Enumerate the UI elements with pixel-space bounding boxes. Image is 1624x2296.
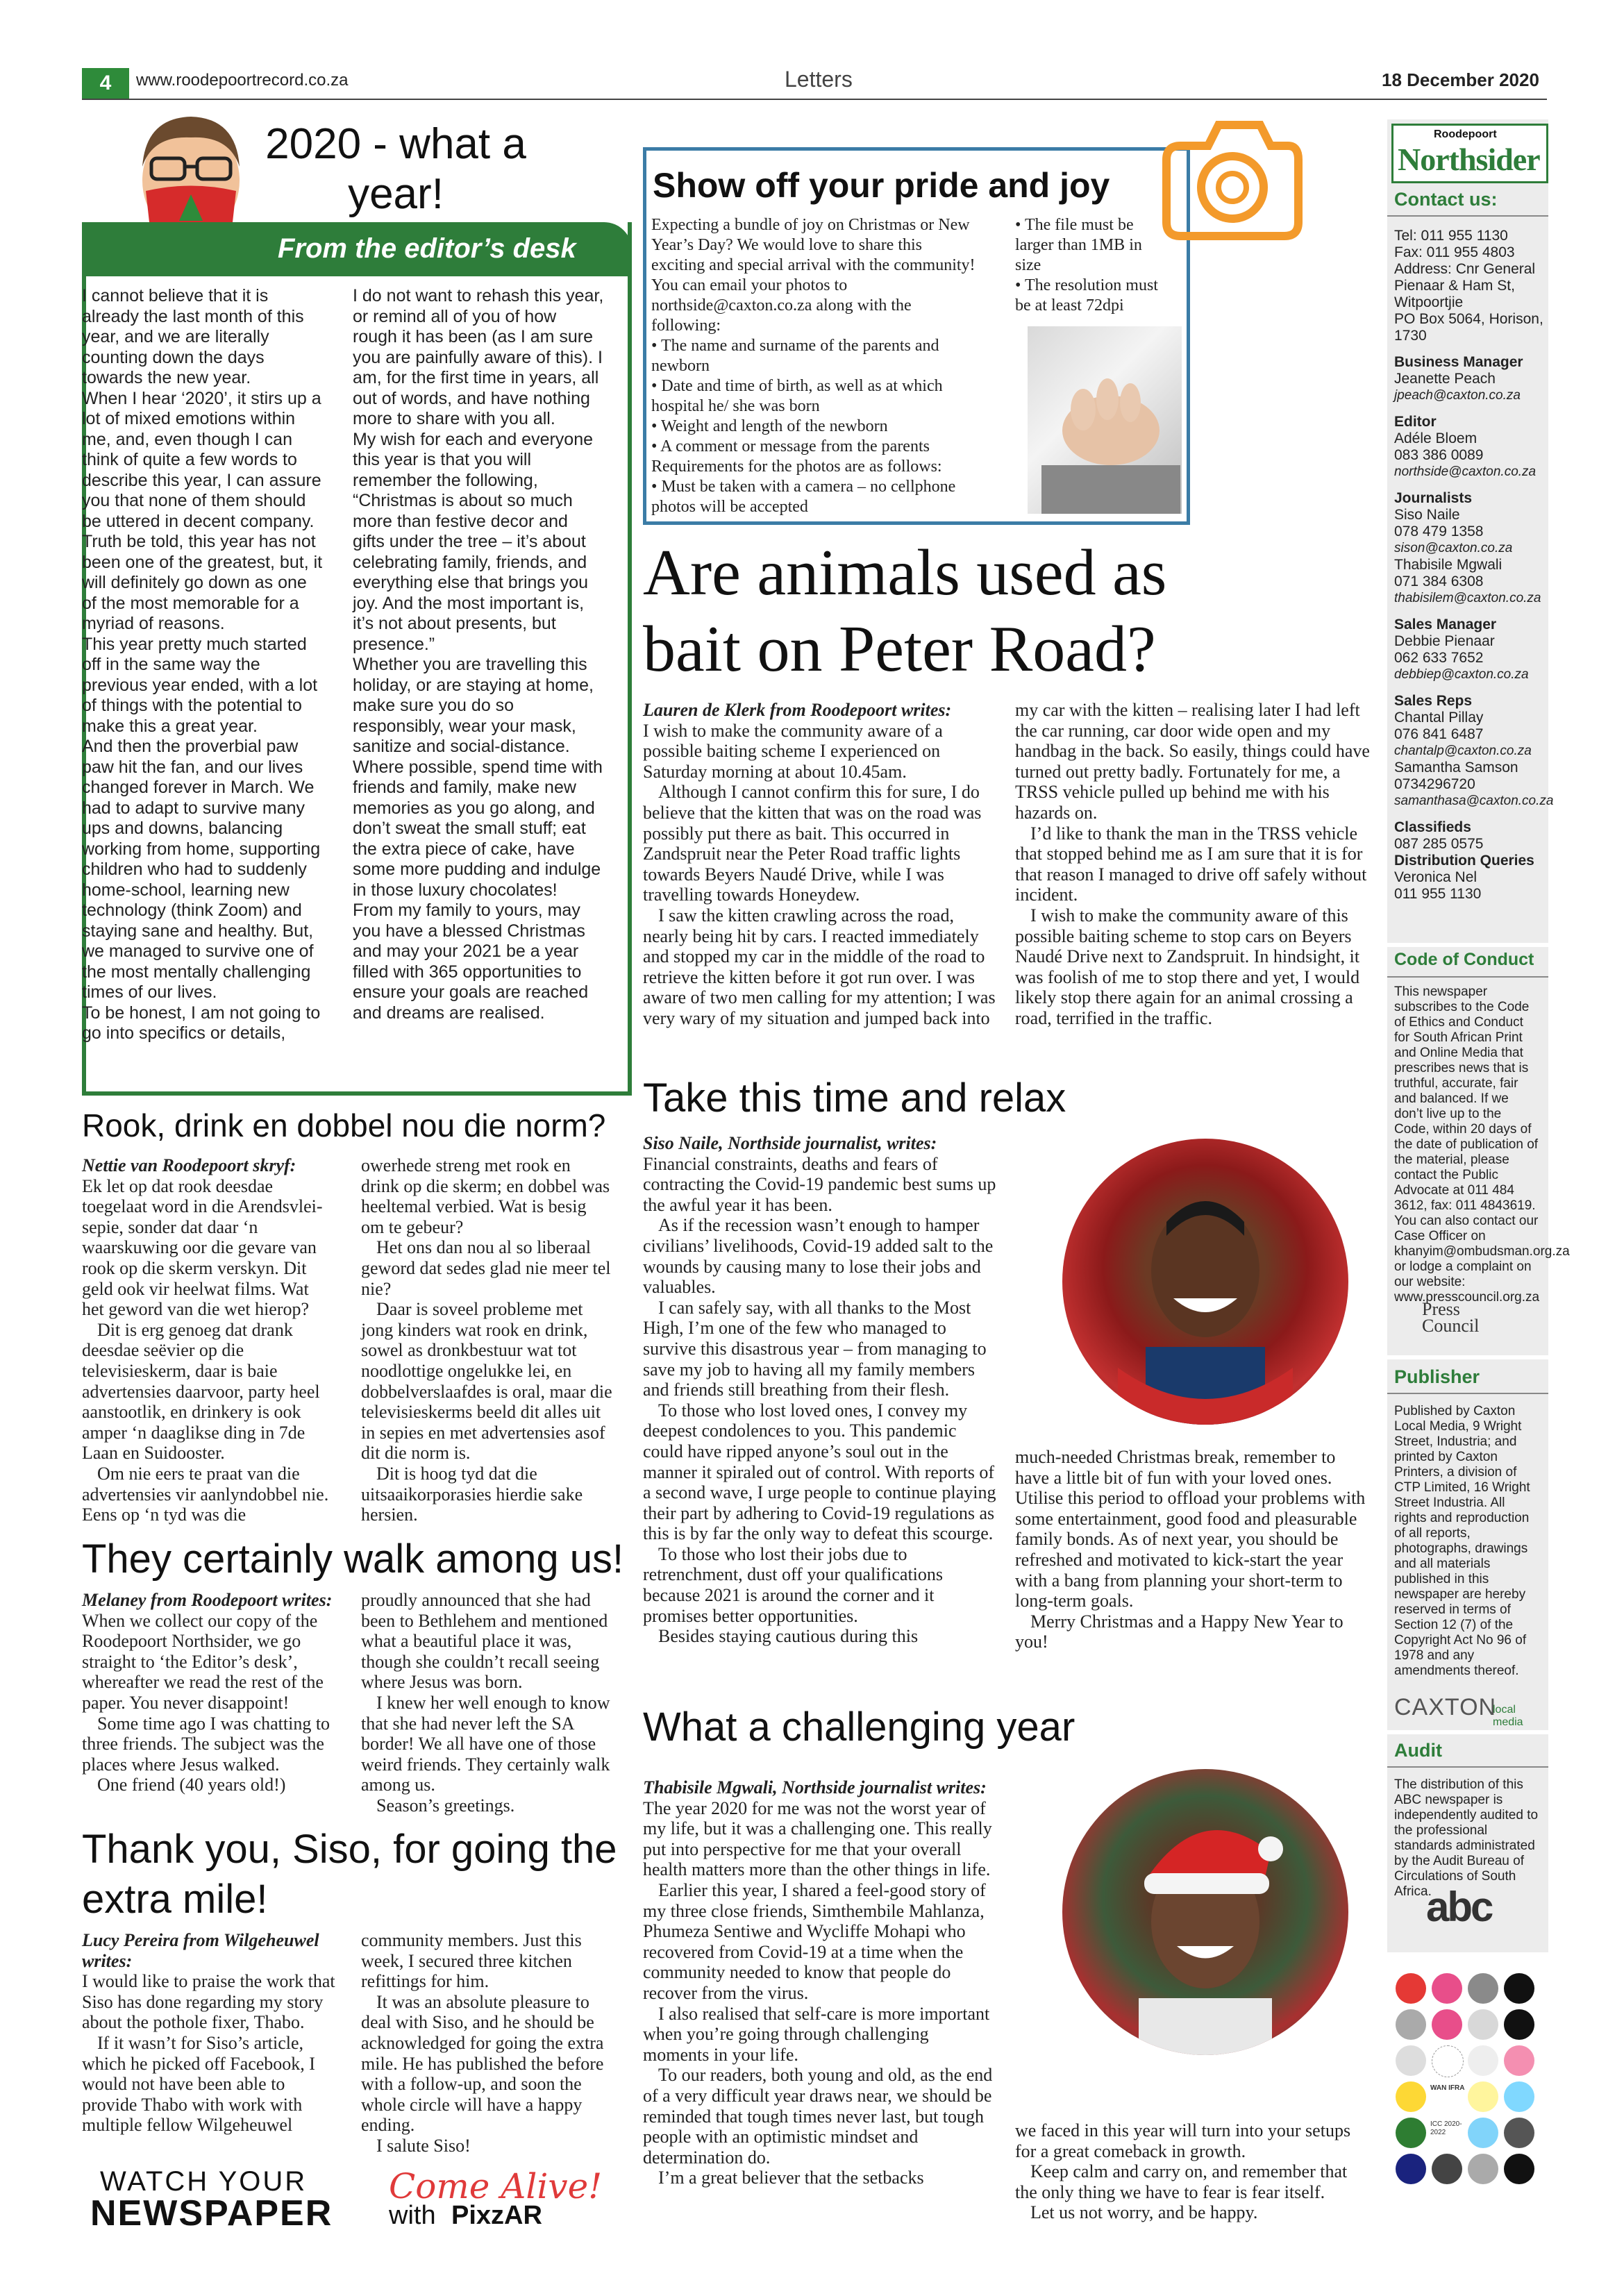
camera-icon — [1153, 104, 1305, 243]
logo-big-text: Northsider — [1398, 142, 1540, 177]
staff-line: 078 479 1358 — [1394, 523, 1484, 539]
rook-byline: Nettie van Roodepoort skryf: — [82, 1155, 296, 1175]
sidebar-gap — [1387, 943, 1548, 947]
contact-block — [1394, 228, 1554, 903]
relax-para: I can safely say, with all thanks to the Most High, I’m one of the few who managed to survive this disastrous year – from managing to save my job to having all my family members and friends still breathing from their flesh. — [643, 1297, 987, 1400]
animals-column-1 — [643, 700, 998, 1029]
relax-para: much-needed Christmas break, remember to have a little bit of fun with your loved ones. Utilise this period to offload your problems with some entertainment, good food and pleasurable family bonds. As of next year, you should be refreshed and motivated to kick-start the year with a bang from planning your short-term to long-term goals. — [1015, 1447, 1366, 1611]
staff-line: 0734296720 — [1394, 776, 1475, 792]
challenge-para: I’m a great believer that the setbacks — [658, 2168, 924, 2188]
baby-photo — [1028, 326, 1182, 514]
contact-line: Address: Cnr General Pienaar & Ham St, Witpoortjie — [1394, 261, 1536, 310]
editor-para: When I hear ‘2020’, it stirs up a lot of mixed emotions within me, and, even though I can think of quite a few words to describe this year, I can assure you that none of them should be uttered in decent company. Truth be told, this year has not been one of the greatest, but, it will definitely go down as one of the most memorable for a myriad of reasons. — [82, 388, 323, 633]
swatch — [1504, 2009, 1534, 2040]
code-head: Code of Conduct — [1394, 950, 1534, 969]
walk-para: Some time ago I was chatting to three friends. The subject was the places where Jesus walked. — [82, 1713, 330, 1775]
watch-with: with — [389, 2201, 436, 2230]
staff-email[interactable]: samanthasa@caxton.co.za — [1394, 794, 1554, 808]
color-registration-bar — [1387, 1973, 1548, 2202]
staff-line: 083 386 0089 — [1394, 447, 1484, 463]
staff-line: 062 633 7652 — [1394, 650, 1484, 666]
pride-para: Expecting a bundle of joy on Christmas or New Year’s Day? We would love to share this exciting and special arrival with the community! — [651, 216, 976, 274]
staff-line: Siso Naile — [1394, 507, 1460, 523]
staff-line: Debbie Pienaar — [1394, 633, 1495, 649]
staff-role: Sales Reps — [1394, 693, 1473, 709]
animals-headline: Are animals used as bait on Peter Road? — [643, 537, 1167, 685]
walk-column-1 — [82, 1590, 339, 1795]
animals-para: I wish to make the community aware of this possible baiting scheme to stop cars on Beyers Naudé Drive next to Zandspruit. In hindsight, it was foolish of me to stop there and yet, I would likely stop there again for an animal crossing a road, terrified in the traffic. — [1015, 905, 1360, 1028]
audit-rule — [1387, 1766, 1548, 1768]
northsider-logo — [1391, 124, 1548, 183]
challenge-column-2 — [1015, 2120, 1371, 2223]
icc-label: ICC 2020-2022 — [1430, 2120, 1462, 2136]
rook-column-2 — [361, 1155, 612, 1525]
logo-small-text: Roodepoort — [1434, 128, 1497, 140]
swatch — [1504, 2118, 1534, 2148]
contact-line: Tel: 011 955 1130 — [1394, 228, 1508, 244]
editor-para: Whether you are travelling this holiday, or are staying at home, make sure you do so responsibly, wear your mask, sanitize and social-distance. Where possible, spend time with friends and family, make new memories as you go along, and don’t sweat the small stuff; eat the extra piece of cake, have some more pudding and indulge in those luxury chocolates! — [353, 655, 603, 900]
swatch — [1432, 2009, 1462, 2040]
watch-line1: WATCH YOUR — [100, 2166, 308, 2197]
editor-para: I do not want to rehash this year, or remind all of you of how rough it has been (as I am sure you are painfully aware of this). I am, for the first time in years, all out of words, and have nothing more to share with you all. — [353, 286, 604, 428]
relax-para: As if the recession wasn’t enough to hamper civilians’ livelihoods, Covid-19 added salt to the wounds by causing many to lose their jobs and valuables. — [643, 1215, 994, 1298]
sidebar — [1387, 119, 1570, 2202]
staff-role: Journalists — [1394, 490, 1473, 506]
sidebar-gap — [1387, 1355, 1548, 1359]
staff-line: Thabisile Mgwali — [1394, 557, 1502, 573]
swatch — [1396, 2045, 1426, 2076]
relax-para: Financial constraints, deaths and fears of contracting the Covid-19 pandemic best sums up the awful year it has been. — [643, 1153, 996, 1215]
rook-para: Dit is erg genoeg dat drank deesdae seëvier op die televisieskerm, daar is baie advertensies daarvoor, party heel aanstootlik, en drinkery is ook amper ‘n daaglikse ding in 7de Laan en Suidooster. — [82, 1319, 320, 1464]
pride-para: • The resolution must be at least 72dpi — [1015, 276, 1158, 315]
contact-line: PO Box 5064, Horison, 1730 — [1394, 311, 1543, 344]
swatch — [1468, 2118, 1498, 2148]
walk-column-2 — [361, 1590, 618, 1816]
website-url[interactable]: www.roodepoortrecord.co.za — [136, 71, 349, 90]
challenge-headline: What a challenging year — [643, 1704, 1075, 1750]
staff-email[interactable]: northside@caxton.co.za — [1394, 464, 1537, 479]
animals-column-2 — [1015, 700, 1371, 1029]
swatch — [1396, 2009, 1426, 2040]
staff-line: Samantha Samson — [1394, 760, 1518, 776]
staff-role: Sales Manager — [1394, 617, 1497, 632]
swatch — [1504, 2081, 1534, 2112]
thanks-para: If it wasn’t for Siso’s article, which he picked off Facebook, I would not have been able to provide Thabo with work with multiple fellow Wilgeheuwel — [82, 2032, 315, 2136]
editor-para: And then the proverbial paw paw hit the fan, and our lives changed forever in March. We had to adapt to survive many ups and downs, balancing working from home, supporting children who had to suddenly home-school, learning new technology (think Zoom) and staying sane and healthy. But, we managed to survive one of the most mentally challenging times of our lives. — [82, 737, 321, 1002]
swatch — [1396, 1973, 1426, 2004]
relax-para: Besides staying cautious during this — [658, 1626, 919, 1647]
staff-email[interactable]: debbiep@caxton.co.za — [1394, 667, 1529, 682]
audit-head: Audit — [1394, 1740, 1442, 1761]
pride-para: You can email your photos to northside@caxton.co.za along with the following: — [651, 276, 912, 335]
editor-bar-label: From the editor’s desk — [278, 233, 576, 264]
editor-title: 2020 - what a year! — [265, 120, 526, 218]
thanks-byline: Lucy Pereira from Wilgeheuwel writes: — [82, 1930, 319, 1971]
walk-para: proudly announced that she had been to Bethlehem and mentioned what a beautiful place it was, though she couldn’t recall seeing where Jesus was born. — [361, 1590, 608, 1693]
watch-brand: PixzAR — [451, 2201, 542, 2230]
abc-logo: abc — [1426, 1884, 1492, 1930]
page-number: 4 — [82, 68, 129, 99]
animals-para: Although I cannot confirm this for sure, I do believe that the kitten that was on the road was possibly put there as bait. This occurred in Zandspruit near the Peter Road traffic lights towards Beyers Naudé Drive, while I was travelling towards Honeydew. — [643, 782, 982, 905]
thanks-para: I salute Siso! — [376, 2135, 471, 2156]
watch-line2: NEWSPAPER — [90, 2193, 333, 2234]
person-icon — [1062, 1139, 1348, 1425]
classifieds-head: Classifieds — [1394, 819, 1471, 835]
code-rule — [1387, 976, 1548, 978]
walk-byline: Melaney from Roodepoort writes: — [82, 1590, 333, 1610]
contact-line: Fax: 011 955 4803 — [1394, 244, 1515, 260]
swatch — [1396, 2154, 1426, 2184]
editor-para: From my family to yours, may you have a blessed Christmas and may your 2021 be a year filled with 365 opportunities to ensure your goals are reached and dreams are realised. — [353, 900, 589, 1023]
caxton-logo: CAXTON — [1394, 1694, 1497, 1720]
publisher-text: Published by Caxton Local Media, 9 Wright Street, Industria; and printed by Caxton Printers, a division of CTP Limited, 16 Wright Street Industria. All rights and reproduction of all reports, photographs, drawings and all materials published in this newspaper are hereby reserved in terms of Section 12 (7) of the Copyright Act No 96 of 1978 and any amendments thereof. — [1394, 1404, 1530, 1678]
relax-para: Merry Christmas and a Happy New Year to you! — [1015, 1611, 1343, 1652]
swatch — [1504, 2045, 1534, 2076]
walk-para: When we collect our copy of the Roodepoort Northsider, we go straight to ‘the Editor’s desk’, whereafter we read the rest of the paper. You never disappoint! — [82, 1610, 324, 1713]
staff-email[interactable]: chantalp@caxton.co.za — [1394, 744, 1532, 758]
swatch — [1396, 2118, 1426, 2148]
sidebar-gap — [1387, 1730, 1548, 1734]
pride-title: Show off your pride and joy — [653, 166, 1110, 205]
distribution-line: 011 955 1130 — [1394, 886, 1482, 902]
pride-para: • The name and surname of the parents and newborn — [651, 337, 939, 375]
challenge-para: I also realised that self-care is more important when you’re going through challenging moments in your life. — [643, 2003, 990, 2065]
section-title: Letters — [785, 67, 853, 92]
swatch — [1432, 1973, 1462, 2004]
relax-para: To those who lost loved ones, I convey my deepest condolences to you. This pandemic could have ripped anyone’s soul out in the manner it spiraled out of control. With reports of a second wave, I urge people to continue playing their part by adhering to Covid-19 regulations as this is by far the only way to defeat this scourge. — [643, 1400, 996, 1544]
pride-para: Requirements for the photos are as follows: — [651, 458, 942, 476]
relax-byline: Siso Naile, Northside journalist, writes: — [643, 1133, 937, 1153]
animals-para: I wish to make the community aware of a possible baiting scheme I experienced on Saturday morning at about 10.45am. — [643, 720, 943, 782]
relax-para: To those who lost their jobs due to retrenchment, dust off your qualifications because 2021 is around the corner and it promises better opportunities. — [643, 1543, 944, 1626]
caxton-sub: local media — [1493, 1704, 1523, 1728]
relax-column-2 — [1015, 1447, 1371, 1652]
rook-column-1 — [82, 1155, 333, 1525]
challenge-para: The year 2020 for me was not the worst year of my life, but it was a challenging one. This really put into perspective for me that your overall health matters more than the other things in life. — [643, 1798, 992, 1880]
watch-script: Come Alive! — [389, 2166, 603, 2206]
rook-headline: Rook, drink en dobbel nou die norm? — [82, 1107, 606, 1143]
editor-para: I cannot believe that it is already the last month of this year, and we are literally counting down the days towards the new year. — [82, 286, 304, 387]
animals-byline: Lauren de Klerk from Roodepoort writes: — [643, 700, 952, 720]
swatch — [1432, 2045, 1464, 2077]
swatch — [1504, 2154, 1534, 2184]
rook-para: Om nie eers te praat van die advertensies vir aanlyndobbel nie. Eens op ‘n tyd was die — [82, 1463, 329, 1525]
distribution-head: Distribution Queries — [1394, 853, 1534, 869]
swatch — [1468, 2045, 1498, 2076]
contact-rule — [1387, 215, 1548, 217]
publisher-head: Publisher — [1394, 1366, 1480, 1387]
staff-email[interactable]: jpeach@caxton.co.za — [1394, 388, 1521, 403]
classifieds-number: 087 285 0575 — [1394, 836, 1484, 852]
challenge-para: To our readers, both young and old, as the end of a very difficult year draws near, we should be reminded that tough times never last, but tough people with an optimistic mindset and determination do. — [643, 2065, 993, 2168]
challenge-column-1 — [643, 1777, 998, 2188]
code-text: This newspaper subscribes to the Code of Ethics and Conduct for South African Print and Online Media that prescribes news that is truthful, accurate, fair and balanced. If we don’t live up to the Code, within 20 days of the date of publication of the material, please contact the Public Advocate at 011 484 3612, fax: 011 4843619. You can also contact our Case Officer on khanyim@ombudsman.org.za or lodge a complaint on our website: www.presscouncil.org.za — [1394, 984, 1570, 1305]
staff-email[interactable]: sison@caxton.co.za — [1394, 541, 1513, 555]
header-rule — [82, 99, 1547, 100]
relax-column-1 — [643, 1133, 998, 1647]
thanks-headline: Thank you, Siso, for going the extra mile! — [82, 1827, 617, 1922]
walk-para: I knew her well enough to know that she had never left the SA border! We all have one of those weird friends. They certainly walk among us. — [361, 1692, 610, 1795]
publisher-rule — [1387, 1393, 1548, 1394]
pride-column-2 — [1015, 215, 1168, 316]
challenge-byline: Thabisile Mgwali, Northside journalist writes: — [643, 1777, 987, 1798]
animals-para: I’d like to thank the man in the TRSS vehicle that stopped behind me as I am sure that it is for that reason I managed to drive off safely without incident. — [1015, 823, 1367, 905]
swatch — [1468, 1973, 1498, 2004]
baby-hand-icon — [1028, 326, 1182, 514]
audit-text: The distribution of this ABC newspaper is independently audited to the professional standards administrated by the Audit Bureau of Circulations of South Africa. — [1394, 1777, 1539, 1899]
pride-column-1 — [651, 215, 978, 517]
rook-para: Het ons dan nou al so liberaal geword dat sedes glad nie meer tel nie? — [361, 1237, 611, 1299]
swatch — [1468, 2009, 1498, 2040]
swatch — [1504, 1973, 1534, 2004]
press-council-logo: Press Council — [1422, 1299, 1480, 1336]
walk-headline: They certainly walk among us! — [82, 1536, 624, 1582]
editor-para: My wish for each and everyone this year is that you will remember the following, “Christmas is about so much more than festive decor and gifts under the tree – it’s about celebrating family, friends, and everything else that brings you joy. And the most important is, it’s not about presents, but presence.” — [353, 429, 594, 654]
staff-role: Editor — [1394, 414, 1437, 430]
animals-para: my car with the kitten – realising later I had left the car running, car door wide open and my handbag in the back. So easily, things could have turned out pretty badly. Fortunately for me, a TRSS vehicle pulled up behind me with his hazards on. — [1015, 700, 1370, 823]
santa-hat-person-icon — [1062, 1769, 1348, 2055]
wan-ifra-logo: WAN IFRA — [1430, 2084, 1465, 2092]
contact-head: Contact us: — [1394, 189, 1498, 210]
animals-para: I saw the kitten crawling across the road, nearly being hit by cars. I reacted immediately and stopped my car in the middle of the road to retrieve the kitten before it got run over. I was aware of two men calling for my attention; I was very wary of my situation and jumped back into — [643, 905, 996, 1028]
pride-para: • A comment or message from the parents — [651, 437, 930, 455]
pride-para: • Must be taken with a camera – no cellphone photos will be accepted — [651, 478, 956, 516]
relax-headline: Take this time and relax — [643, 1075, 1066, 1121]
walk-para: Season’s greetings. — [376, 1795, 515, 1816]
swatch — [1432, 2154, 1462, 2184]
pride-para: • The file must be larger than 1MB in size — [1015, 216, 1142, 274]
swatch — [1468, 2154, 1498, 2184]
staff-role: Business Manager — [1394, 354, 1523, 370]
challenge-para: we faced in this year will turn into your setups for a great comeback in growth. — [1015, 2120, 1351, 2161]
challenge-para: Let us not worry, and be happy. — [1030, 2202, 1258, 2223]
pride-para: • Date and time of birth, as well as at which hospital he/ she was born — [651, 377, 943, 415]
editor-para: This year pretty much started off in the same way the previous year ended, with a lot of things with the potential to make this a great year. — [82, 634, 318, 736]
rook-para: owerhede streng met rook en drink op die skerm; en dobbel was heeltemal verbied. Wat is besig om te gebeur? — [361, 1155, 610, 1237]
pride-para: • Weight and length of the newborn — [651, 417, 888, 435]
thanks-para: It was an absolute pleasure to deal with Siso, and he should be acknowledged for going the extra mile. He has published the before with a follow-up, and soon the whole circle will have a happy ending. — [361, 1991, 604, 2136]
editor-para: To be honest, I am not going to go into specifics or details, — [82, 1003, 321, 1043]
issue-date: 18 December 2020 — [1382, 69, 1539, 90]
thabisile-portrait — [1062, 1769, 1348, 2055]
thanks-para: community members. Just this week, I secured three kitchen refittings for him. — [361, 1930, 582, 1992]
staff-line: Adéle Bloem — [1394, 430, 1477, 446]
thanks-column-2 — [361, 1930, 618, 2156]
staff-line: Jeanette Peach — [1394, 371, 1496, 387]
swatch — [1468, 2081, 1498, 2112]
staff-line: 076 841 6487 — [1394, 726, 1484, 742]
challenge-para: Keep calm and carry on, and remember that the only thing we have to fear is fear itself. — [1015, 2161, 1348, 2202]
distribution-line: Veronica Nel — [1394, 869, 1477, 885]
editor-column-1 — [82, 286, 324, 1044]
thanks-para: I would like to praise the work that Siso has done regarding my story about the pothole fixer, Thabo. — [82, 1971, 335, 2033]
staff-line: Chantal Pillay — [1394, 710, 1484, 726]
rook-para: Dit is hoog tyd dat die uitsaaikorporasies hierdie sake hersien. — [361, 1463, 583, 1525]
staff-email[interactable]: thabisilem@caxton.co.za — [1394, 591, 1541, 605]
swatch — [1396, 2081, 1426, 2112]
challenge-para: Earlier this year, I shared a feel-good story of my three close friends, Simthembile Mahlanza, Phumeza Sentiwe and Wycliffe Mohapi who recovered from Covid-19 at a time when the community needed to know that people do recover from the virus. — [643, 1879, 986, 2003]
thanks-column-1 — [82, 1930, 339, 2136]
siso-portrait — [1062, 1139, 1348, 1425]
watch-banner[interactable] — [90, 2166, 618, 2234]
walk-para: One friend (40 years old!) — [97, 1775, 286, 1795]
rook-para: Daar is soveel probleme met jong kinders wat rook en drink, sowel as dronkbestuur wat tot noodlottige ongelukke lei, en dobbelverslaafdes is oral, maar die televisieskerms beeld dit alles uit in sepies en met advertensies asof dit die norm is. — [361, 1299, 612, 1464]
sidebar-panel — [1387, 119, 1570, 1952]
editor-column-2 — [353, 286, 604, 1023]
rook-para: Ek let op dat rook deesdae toegelaat word in die Arendsvlei-sepie, sonder dat daar ‘n waarskuwing oor die gevare van rook op die skerm verskyn. Dit geld ook vir heelwat films. Wat het geword van die wet hierop? — [82, 1175, 323, 1320]
staff-line: 071 384 6308 — [1394, 573, 1484, 589]
